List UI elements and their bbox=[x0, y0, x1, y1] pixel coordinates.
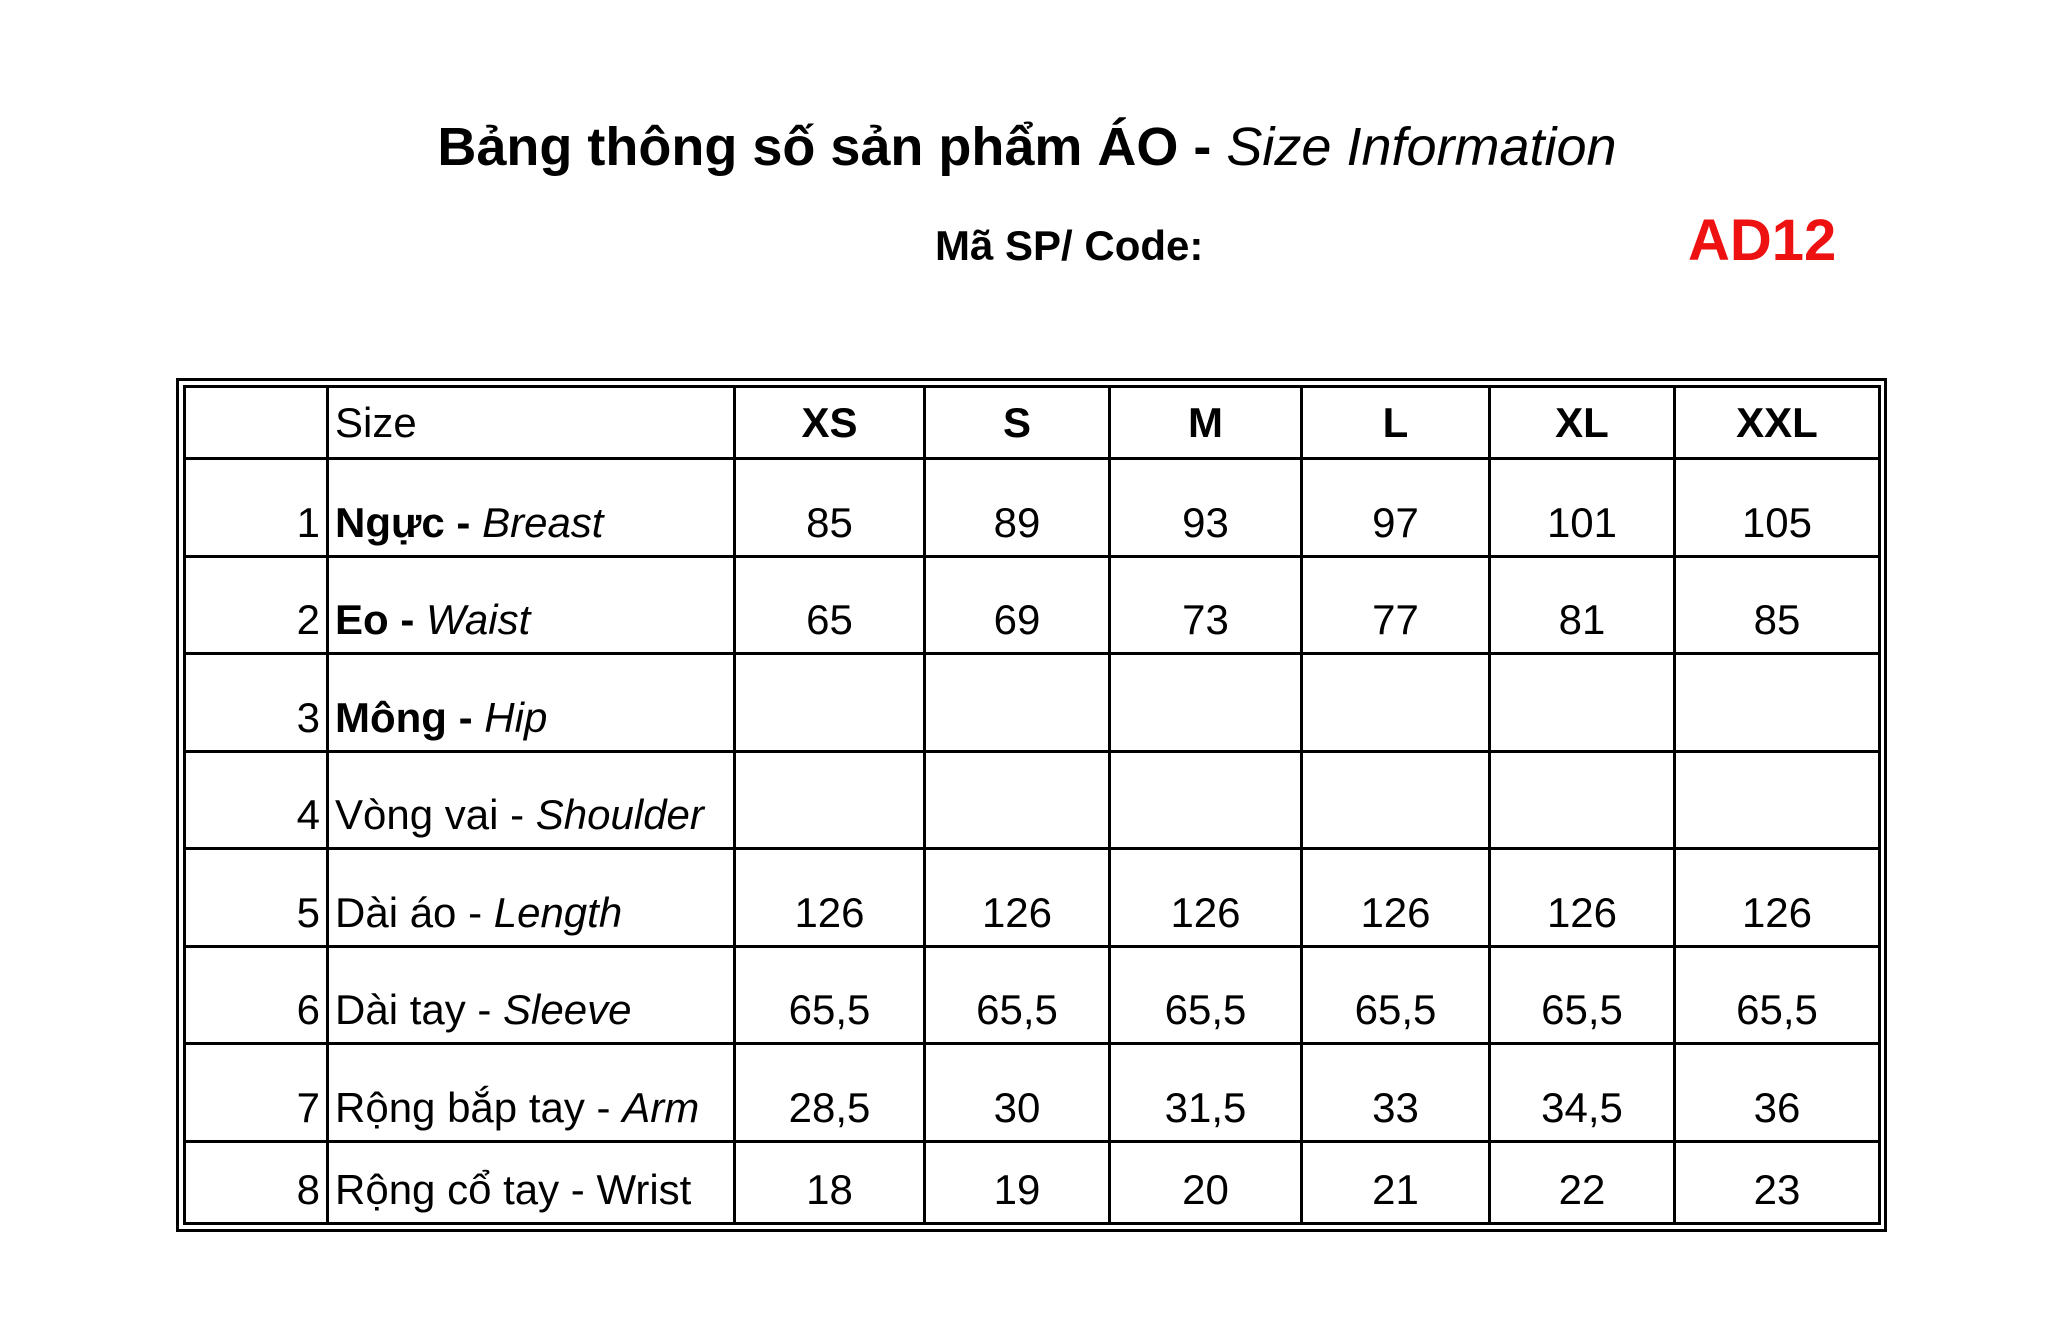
value-cell-xxl: 36 bbox=[1675, 1044, 1880, 1141]
value-cell-s: 126 bbox=[925, 849, 1110, 946]
label-separator: - bbox=[388, 596, 426, 644]
label-english: Shoulder bbox=[535, 791, 704, 839]
value-cell-xs: 18 bbox=[735, 1141, 925, 1223]
value-cell-m: 20 bbox=[1110, 1141, 1302, 1223]
row-number: 2 bbox=[185, 556, 328, 653]
size-header-xs: XS bbox=[735, 387, 925, 459]
row-number: 3 bbox=[185, 654, 328, 751]
value-cell-xl: 126 bbox=[1490, 849, 1675, 946]
value-cell-xxl: 105 bbox=[1675, 459, 1880, 556]
measurement-row bbox=[185, 946, 1880, 1043]
measurement-label bbox=[328, 751, 735, 848]
row-number: 6 bbox=[185, 946, 328, 1043]
measurement-label bbox=[328, 1044, 735, 1141]
label-separator: - bbox=[498, 791, 536, 839]
size-header-l: L bbox=[1302, 387, 1490, 459]
measurement-row bbox=[185, 654, 1880, 751]
size-header-row bbox=[185, 387, 1880, 459]
value-cell-l: 126 bbox=[1302, 849, 1490, 946]
measurement-row bbox=[185, 849, 1880, 946]
label-separator: - bbox=[444, 498, 483, 546]
measurement-row bbox=[185, 1141, 1880, 1223]
value-cell-s: 69 bbox=[925, 556, 1110, 653]
value-cell-m bbox=[1110, 654, 1302, 751]
value-cell-xl bbox=[1490, 751, 1675, 848]
value-cell-l: 65,5 bbox=[1302, 946, 1490, 1043]
label-english: Hip bbox=[484, 693, 548, 741]
page-title bbox=[0, 112, 2054, 182]
size-table-frame bbox=[176, 378, 1887, 1232]
corner-cell bbox=[185, 387, 328, 459]
value-cell-s: 30 bbox=[925, 1044, 1110, 1141]
value-cell-s: 89 bbox=[925, 459, 1110, 556]
size-column-label: Size bbox=[328, 387, 735, 459]
value-cell-xl: 101 bbox=[1490, 459, 1675, 556]
value-cell-xxl: 23 bbox=[1675, 1141, 1880, 1223]
product-code-value: AD12 bbox=[1688, 208, 1837, 273]
value-cell-l: 97 bbox=[1302, 459, 1490, 556]
value-cell-l: 21 bbox=[1302, 1141, 1490, 1223]
value-cell-xs: 126 bbox=[735, 849, 925, 946]
label-vietnamese: Rộng cổ tay - Wrist bbox=[335, 1166, 692, 1213]
value-cell-m: 65,5 bbox=[1110, 946, 1302, 1043]
value-cell-xl: 22 bbox=[1490, 1141, 1675, 1223]
row-number: 5 bbox=[185, 849, 328, 946]
value-cell-l bbox=[1302, 751, 1490, 848]
label-english: Length bbox=[493, 888, 623, 936]
row-number: 1 bbox=[185, 459, 328, 556]
label-separator: - bbox=[456, 888, 494, 936]
value-cell-m: 126 bbox=[1110, 849, 1302, 946]
value-cell-xs: 65 bbox=[735, 556, 925, 653]
value-cell-l: 77 bbox=[1302, 556, 1490, 653]
value-cell-m bbox=[1110, 751, 1302, 848]
value-cell-xl bbox=[1490, 654, 1675, 751]
value-cell-xl: 34,5 bbox=[1490, 1044, 1675, 1141]
measurement-label bbox=[328, 849, 735, 946]
label-vietnamese: Ngực bbox=[335, 498, 445, 546]
value-cell-xxl: 65,5 bbox=[1675, 946, 1880, 1043]
measurement-row bbox=[185, 751, 1880, 848]
measurement-row bbox=[185, 459, 1880, 556]
value-cell-xxl bbox=[1675, 751, 1880, 848]
measurement-label bbox=[328, 459, 735, 556]
title-english: Size Information bbox=[1226, 117, 1617, 177]
value-cell-xxl bbox=[1675, 654, 1880, 751]
label-vietnamese: Dài tay bbox=[335, 986, 466, 1034]
label-english: Waist bbox=[426, 596, 531, 644]
size-header-s: S bbox=[925, 387, 1110, 459]
row-number: 4 bbox=[185, 751, 328, 848]
value-cell-xl: 81 bbox=[1490, 556, 1675, 653]
value-cell-s: 19 bbox=[925, 1141, 1110, 1223]
size-table bbox=[183, 385, 1881, 1225]
value-cell-xl: 65,5 bbox=[1490, 946, 1675, 1043]
value-cell-s bbox=[925, 654, 1110, 751]
size-header-xxl: XXL bbox=[1675, 387, 1880, 459]
value-cell-s: 65,5 bbox=[925, 946, 1110, 1043]
measurement-label bbox=[328, 946, 735, 1043]
value-cell-xxl: 85 bbox=[1675, 556, 1880, 653]
measurement-label bbox=[328, 556, 735, 653]
value-cell-xs: 65,5 bbox=[735, 946, 925, 1043]
value-cell-m: 31,5 bbox=[1110, 1044, 1302, 1141]
size-table-body bbox=[185, 387, 1880, 1224]
label-english: Arm bbox=[622, 1083, 700, 1131]
value-cell-m: 73 bbox=[1110, 556, 1302, 653]
label-separator: - bbox=[584, 1083, 623, 1131]
value-cell-s bbox=[925, 751, 1110, 848]
label-vietnamese: Mông bbox=[335, 693, 447, 741]
row-number: 7 bbox=[185, 1044, 328, 1141]
value-cell-xs: 85 bbox=[735, 459, 925, 556]
size-header-xl: XL bbox=[1490, 387, 1675, 459]
measurement-label bbox=[328, 1141, 735, 1223]
label-english: Sleeve bbox=[503, 986, 632, 1034]
title-vietnamese: Bảng thông số sản phẩm ÁO - bbox=[437, 117, 1227, 177]
value-cell-l: 33 bbox=[1302, 1044, 1490, 1141]
row-number: 8 bbox=[185, 1141, 328, 1223]
value-cell-xs bbox=[735, 654, 925, 751]
measurement-label bbox=[328, 654, 735, 751]
label-vietnamese: Rộng bắp tay bbox=[335, 1083, 585, 1131]
product-code-label: Mã SP/ Code: bbox=[935, 222, 1204, 269]
value-cell-xs: 28,5 bbox=[735, 1044, 925, 1141]
measurement-row bbox=[185, 556, 1880, 653]
value-cell-xs bbox=[735, 751, 925, 848]
value-cell-xxl: 126 bbox=[1675, 849, 1880, 946]
label-vietnamese: Eo bbox=[335, 596, 389, 644]
value-cell-m: 93 bbox=[1110, 459, 1302, 556]
label-vietnamese: Vòng vai bbox=[335, 791, 499, 839]
measurement-row bbox=[185, 1044, 1880, 1141]
size-header-m: M bbox=[1110, 387, 1302, 459]
label-english: Breast bbox=[482, 498, 604, 546]
value-cell-l bbox=[1302, 654, 1490, 751]
label-separator: - bbox=[446, 693, 485, 741]
label-vietnamese: Dài áo bbox=[335, 888, 457, 936]
label-separator: - bbox=[465, 986, 504, 1034]
